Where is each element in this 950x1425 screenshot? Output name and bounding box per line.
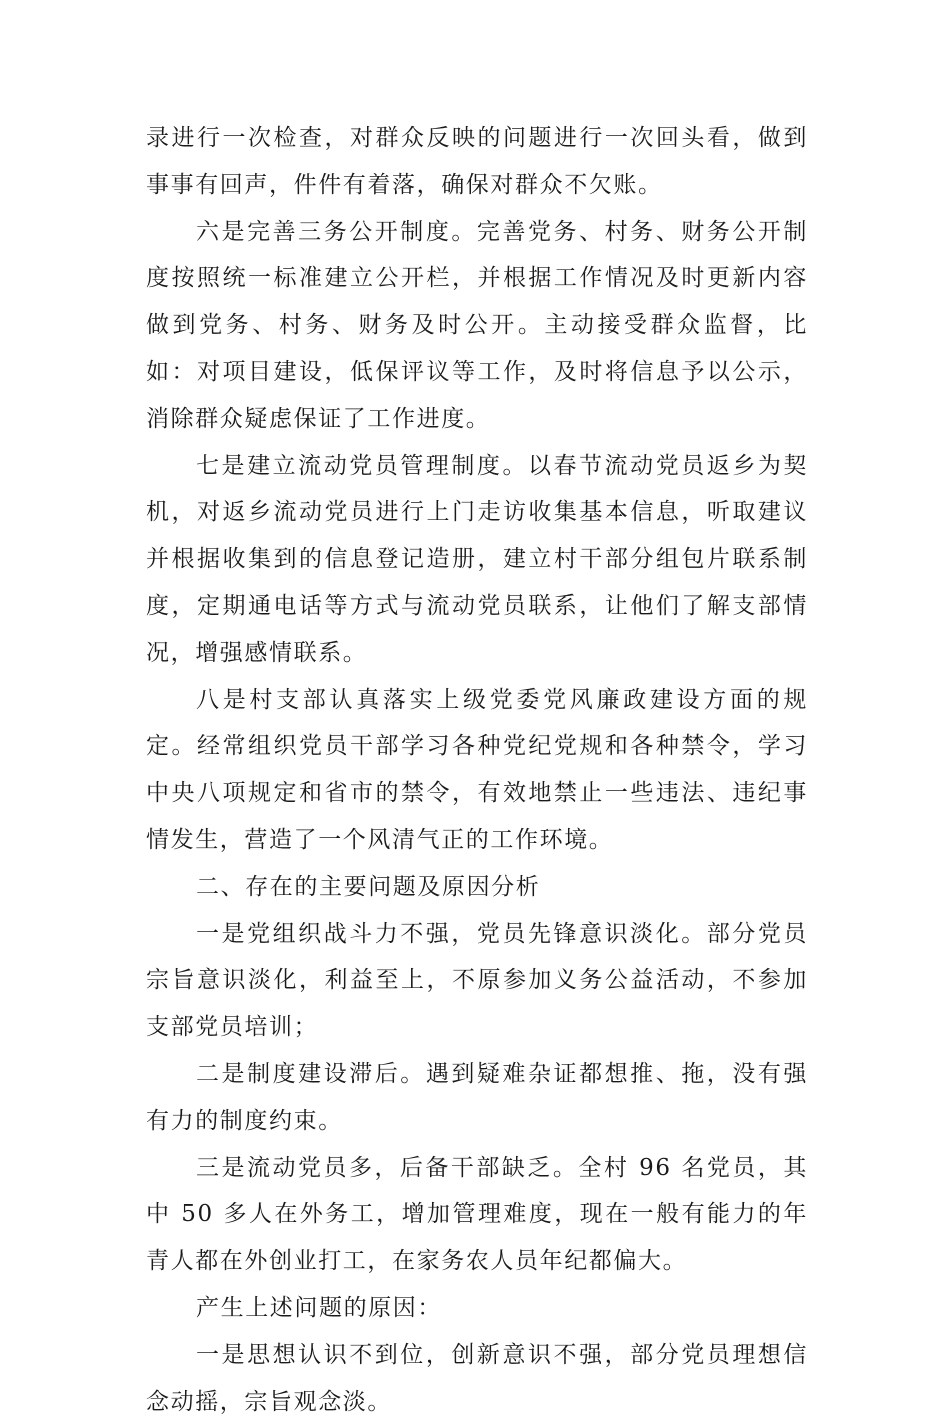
paragraph-item-6-transparency: 六是完善三务公开制度。完善党务、村务、财务公开制度按照统一标准建立公开栏，并根据工作情况及时更新内容做到党务、村务、财务及时公开。主动接受群众监督，比如：对项目建设，低保评议等工作，及时将信息予以公示，消除群众疑虑保证了工作进度。 bbox=[146, 218, 808, 432]
document-body bbox=[146, 115, 808, 1425]
paragraph-item-8-integrity: 八是村支部认真落实上级党委党风廉政建设方面的规定。经常组织党员干部学习各种党纪党规和各种禁令，学习中央八项规定和省市的禁令，有效地禁止一些违法、违纪事情发生，营造了一个风清气正的工作环境。 bbox=[146, 686, 808, 853]
paragraph-item-7-mobile-members: 七是建立流动党员管理制度。以春节流动党员返乡为契机，对返乡流动党员进行上门走访收集基本信息，听取建议并根据收集到的信息登记造册，建立村干部分组包片联系制度，定期通电话等方式与流动党员联系，让他们了解支部情况，增强感情联系。 bbox=[146, 452, 808, 666]
paragraph-problem-3: 三是流动党员多，后备干部缺乏。全村 96 名党员，其中 50 多人在外务工，增加管理难度，现在一般有能力的年青人都在外创业打工，在家务农人员年纪都偏大。 bbox=[146, 1154, 808, 1275]
paragraph-continuation: 录进行一次检查，对群众反映的问题进行一次回头看，做到事事有回声，件件有着落，确保对群众不欠账。 bbox=[146, 125, 808, 198]
paragraph-problem-2: 二是制度建设滞后。遇到疑难杂证都想推、拖，没有强有力的制度约束。 bbox=[146, 1060, 808, 1134]
paragraph-problem-1: 一是党组织战斗力不强，党员先锋意识淡化。部分党员宗旨意识淡化，利益至上，不原参加义务公益活动，不参加支部党员培训； bbox=[146, 920, 808, 1041]
paragraph-cause-1: 一是思想认识不到位，创新意识不强，部分党员理想信念动摇，宗旨观念淡。 bbox=[146, 1341, 808, 1415]
section-heading-problems: 二、存在的主要问题及原因分析 bbox=[196, 873, 541, 900]
paragraph-causes-intro: 产生上述问题的原因： bbox=[196, 1294, 442, 1321]
